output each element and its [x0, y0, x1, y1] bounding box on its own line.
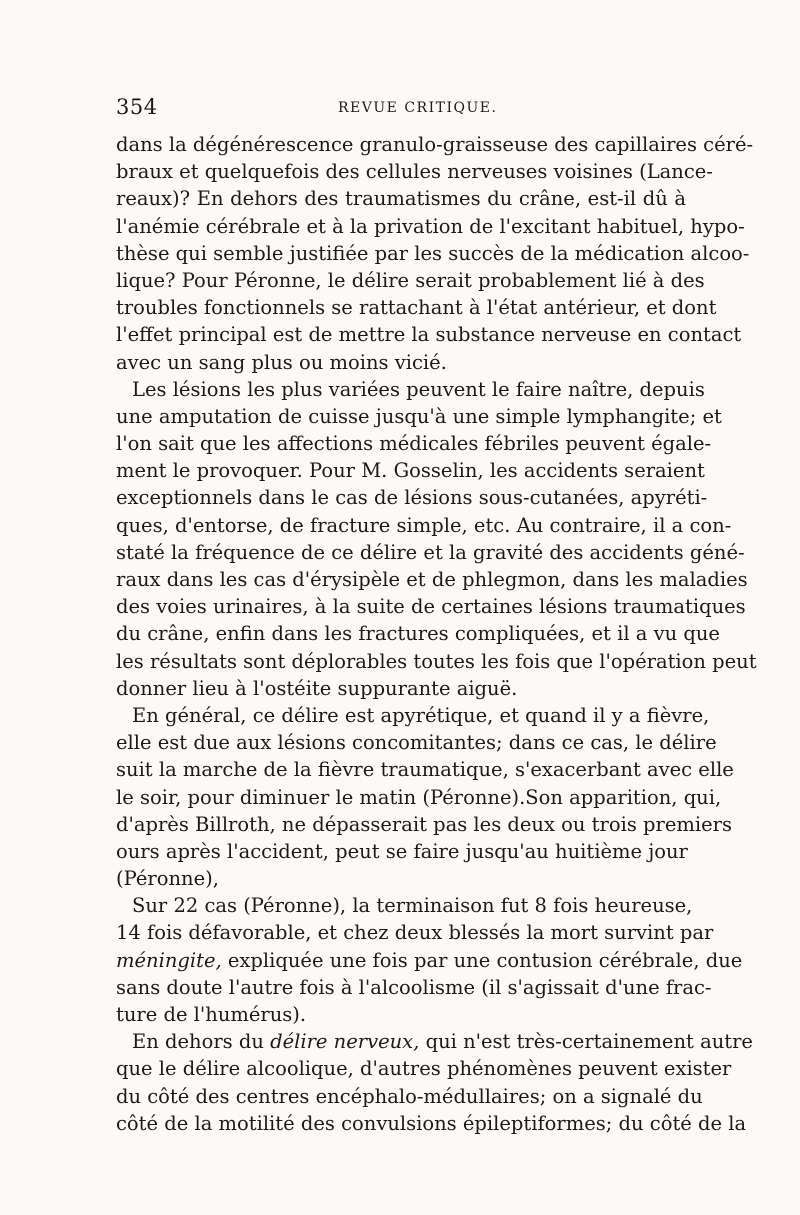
text-line: avec un sang plus ou moins vicié.: [116, 350, 447, 374]
text-line: sans doute l'autre fois à l'alcoolisme (il s'agissait d'une frac-: [116, 975, 712, 999]
text-line: les résultats sont déplorables toutes les fois que l'opération peut: [116, 649, 757, 673]
text-line: lique? Pour Péronne, le délire serait probablement lié à des: [116, 268, 705, 292]
paragraph-1: [116, 131, 754, 376]
body-text: [116, 131, 757, 1137]
text-line: raux dans les cas d'érysipèle et de phlegmon, dans les maladies: [116, 568, 748, 591]
text-line: des voies urinaires, à la suite de certaines lésions traumatiques: [116, 595, 746, 619]
text-line: une amputation de cuisse jusqu'à une simple lymphangite; et: [116, 404, 722, 428]
text-line: suit la marche de la fièvre traumatique, s'exacerbant avec elle: [116, 758, 734, 782]
text-line: exceptionnels dans le cas de lésions sous-cutanées, apyréti-: [116, 486, 708, 510]
text-line: ture de l'humérus).: [116, 1003, 307, 1026]
text-line: ours après l'accident, peut se faire jusqu'au huitième jour: [116, 839, 688, 863]
text-line: l'anémie cérébrale et à la privation de l'excitant habituel, hypo-: [116, 214, 745, 238]
text-line-rest: qui n'est très-certainement autre: [419, 1030, 753, 1054]
page-header: [116, 95, 686, 125]
text-line: reaux)? En dehors des traumatismes du crâne, est-il dû à: [116, 187, 686, 211]
text-line: ment le provoquer. Pour M. Gosselin, les accidents seraient: [116, 459, 705, 483]
text-line: côté de la motilité des convulsions épileptiformes; du côté de la: [116, 1111, 747, 1135]
italic-term: méningite,: [116, 948, 222, 972]
text-line: En général, ce délire est apyrétique, et quand il y a fièvre,: [132, 703, 710, 727]
text-line: [116, 947, 743, 974]
text-line: troubles fonctionnels se rattachant à l'état antérieur, et dont: [116, 296, 717, 320]
text-line: 14 fois défavorable, et chez deux blessés la mort survint par: [116, 921, 714, 945]
text-line: du crâne, enfin dans les fractures compliquées, et il a vu que: [116, 622, 720, 646]
text-line: l'on sait que les affections médicales fébriles peuvent égale-: [116, 432, 712, 456]
text-line: que le délire alcoolique, d'autres phénomènes peuvent exister: [116, 1057, 732, 1081]
text-line: l'effet principal est de mettre la substance nerveuse en contact: [116, 323, 742, 347]
text-line: d'après Billroth, ne dépasserait pas les deux ou trois premiers: [116, 812, 732, 836]
paragraph-4: [116, 892, 743, 1028]
text-line: staté la fréquence de ce délire et la gravité des accidents géné-: [116, 540, 745, 564]
paragraph-3: [116, 702, 734, 892]
text-line: Les lésions les plus variées peuvent le faire naître, depuis: [132, 377, 705, 401]
text-line: du côté des centres encéphalo-médullaires; on a signalé du: [116, 1084, 703, 1108]
page-number: 354: [116, 95, 158, 119]
text-line: [116, 1028, 753, 1055]
text-line: donner lieu à l'ostéite suppurante aiguë.: [116, 676, 518, 700]
paragraph-2: [116, 376, 757, 702]
text-line: Sur 22 cas (Péronne), la terminaison fut 8 fois heureuse,: [132, 894, 693, 918]
text-line: ques, d'entorse, de fracture simple, etc. Au contraire, il a con-: [116, 513, 732, 537]
text-line-rest: expliquée une fois par une contusion cérébrale, due: [221, 948, 743, 972]
paragraph-5: [116, 1028, 753, 1137]
text-line: (Péronne),: [116, 867, 219, 891]
text-line-pre: En dehors du: [132, 1030, 271, 1054]
italic-term: délire nerveux,: [270, 1030, 420, 1054]
text-line: braux et quelquefois des cellules nerveuses voisines (Lance-: [116, 160, 713, 184]
text-line: dans la dégénérescence granulo-graisseuse des capillaires céré-: [116, 133, 754, 156]
text-line: le soir, pour diminuer le matin (Péronne).Son apparition, qui,: [116, 785, 722, 809]
running-head: REVUE CRITIQUE.: [338, 100, 498, 116]
text-line: thèse qui semble justifiée par les succès de la médication alcoo-: [116, 241, 750, 265]
text-line: elle est due aux lésions concomitantes; dans ce cas, le délire: [116, 731, 717, 755]
